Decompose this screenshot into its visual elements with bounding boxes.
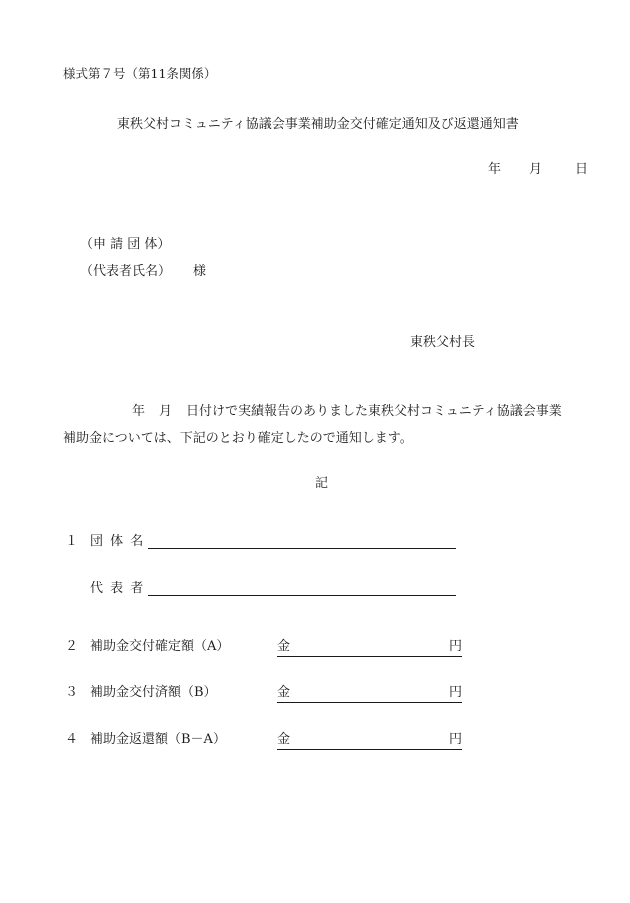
honorific-label: 様 [193,264,207,279]
body-text-line-1 [132,405,562,418]
body-text-line-2: 補助金については、下記のとおり確定したので通知します。 [63,431,413,446]
currency-prefix: 金 [277,685,291,700]
currency-prefix: 金 [277,639,291,654]
representative-line [80,265,206,278]
date-day-label: 日 [575,162,589,177]
confirmed-amount-field[interactable] [277,640,462,657]
document-title: 東秩父村コミュニティ協議会事業補助金交付確定通知及び返還通知書 [117,117,519,132]
body-line1-rest: 日付けで実績報告のありました東秩父村コミュニティ協議会事業 [186,404,562,419]
representative-field-label: 代表者 [90,581,151,596]
refund-amount-label: 補助金返還額（B－A） [90,732,226,747]
refund-amount-field[interactable] [277,733,462,750]
date-line [488,163,588,176]
paid-amount-field[interactable] [277,686,462,703]
item-number-2: ２ [65,639,79,654]
ki-heading: 記 [315,476,329,491]
group-name-label: 団体名 [90,534,151,549]
body-year-label: 年 [132,404,146,419]
representative-label: （代表者氏名） [80,264,172,279]
body-month-label: 月 [159,404,173,419]
date-month-label: 月 [529,162,543,177]
applicant-label: （申 請 団 体） [80,237,171,252]
group-name-field[interactable] [148,548,456,549]
currency-suffix: 円 [448,732,462,747]
paid-amount-label: 補助金交付済額（B） [90,685,217,700]
currency-prefix: 金 [277,732,291,747]
currency-suffix: 円 [448,685,462,700]
representative-field[interactable] [148,595,456,596]
currency-suffix: 円 [448,639,462,654]
item-number-4: ４ [65,732,79,747]
date-year-label: 年 [488,162,502,177]
confirmed-amount-label: 補助金交付確定額（A） [90,639,230,654]
item-number-1: １ [65,534,79,549]
issuer-name: 東秩父村長 [410,335,476,350]
form-number: 様式第７号（第11条関係） [63,66,217,81]
item-number-3: ３ [65,685,79,700]
